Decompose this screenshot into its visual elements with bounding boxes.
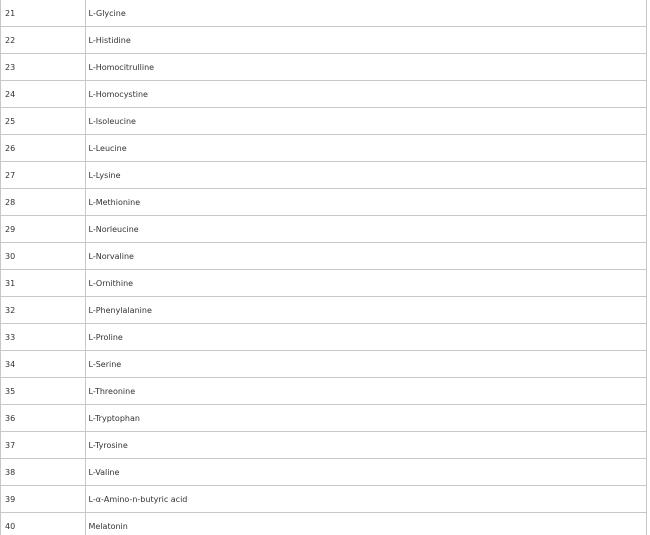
table-row xyxy=(1,432,646,459)
compound-name: L-Lysine xyxy=(85,162,646,189)
compound-name: L-Glycine xyxy=(85,0,646,27)
row-number: 40 xyxy=(1,513,85,535)
row-number: 39 xyxy=(1,486,85,513)
compound-name: L-Phenylalanine xyxy=(85,297,646,324)
table-row xyxy=(1,162,646,189)
table-row xyxy=(1,324,646,351)
row-number: 25 xyxy=(1,108,85,135)
compound-name: L-Leucine xyxy=(85,135,646,162)
compound-name: L-Norvaline xyxy=(85,243,646,270)
table-row xyxy=(1,378,646,405)
table-row xyxy=(1,243,646,270)
table-row xyxy=(1,81,646,108)
row-number: 32 xyxy=(1,297,85,324)
table-row xyxy=(1,351,646,378)
compound-name: L-Tyrosine xyxy=(85,432,646,459)
compound-name: L-Homocitrulline xyxy=(85,54,646,81)
row-number: 31 xyxy=(1,270,85,297)
compound-name: Melatonin xyxy=(85,513,646,535)
compound-name: L-Homocystine xyxy=(85,81,646,108)
compound-name: L-Serine xyxy=(85,351,646,378)
table-row xyxy=(1,486,646,513)
row-number: 34 xyxy=(1,351,85,378)
compound-name: L-Methionine xyxy=(85,189,646,216)
table-row xyxy=(1,513,646,535)
compound-name: L-Valine xyxy=(85,459,646,486)
compound-name: L-Ornithine xyxy=(85,270,646,297)
row-number: 30 xyxy=(1,243,85,270)
table-row xyxy=(1,135,646,162)
row-number: 38 xyxy=(1,459,85,486)
row-number: 35 xyxy=(1,378,85,405)
row-number: 23 xyxy=(1,54,85,81)
row-number: 28 xyxy=(1,189,85,216)
table-row xyxy=(1,27,646,54)
table-row xyxy=(1,459,646,486)
compound-name: L-Tryptophan xyxy=(85,405,646,432)
compound-name: L-Histidine xyxy=(85,27,646,54)
row-number: 24 xyxy=(1,81,85,108)
table-row xyxy=(1,0,646,27)
compound-name: L-Threonine xyxy=(85,378,646,405)
table-row xyxy=(1,108,646,135)
table-row xyxy=(1,405,646,432)
compound-table xyxy=(1,0,646,535)
row-number: 21 xyxy=(1,0,85,27)
table-row xyxy=(1,216,646,243)
compound-name: L-α-Amino-n-butyric acid xyxy=(85,486,646,513)
row-number: 36 xyxy=(1,405,85,432)
row-number: 29 xyxy=(1,216,85,243)
table-row xyxy=(1,297,646,324)
row-number: 22 xyxy=(1,27,85,54)
row-number: 33 xyxy=(1,324,85,351)
compound-name: L-Isoleucine xyxy=(85,108,646,135)
row-number: 26 xyxy=(1,135,85,162)
compound-name: L-Norleucine xyxy=(85,216,646,243)
table-row xyxy=(1,54,646,81)
row-number: 37 xyxy=(1,432,85,459)
table-row xyxy=(1,189,646,216)
row-number: 27 xyxy=(1,162,85,189)
table-row xyxy=(1,270,646,297)
compound-name: L-Proline xyxy=(85,324,646,351)
